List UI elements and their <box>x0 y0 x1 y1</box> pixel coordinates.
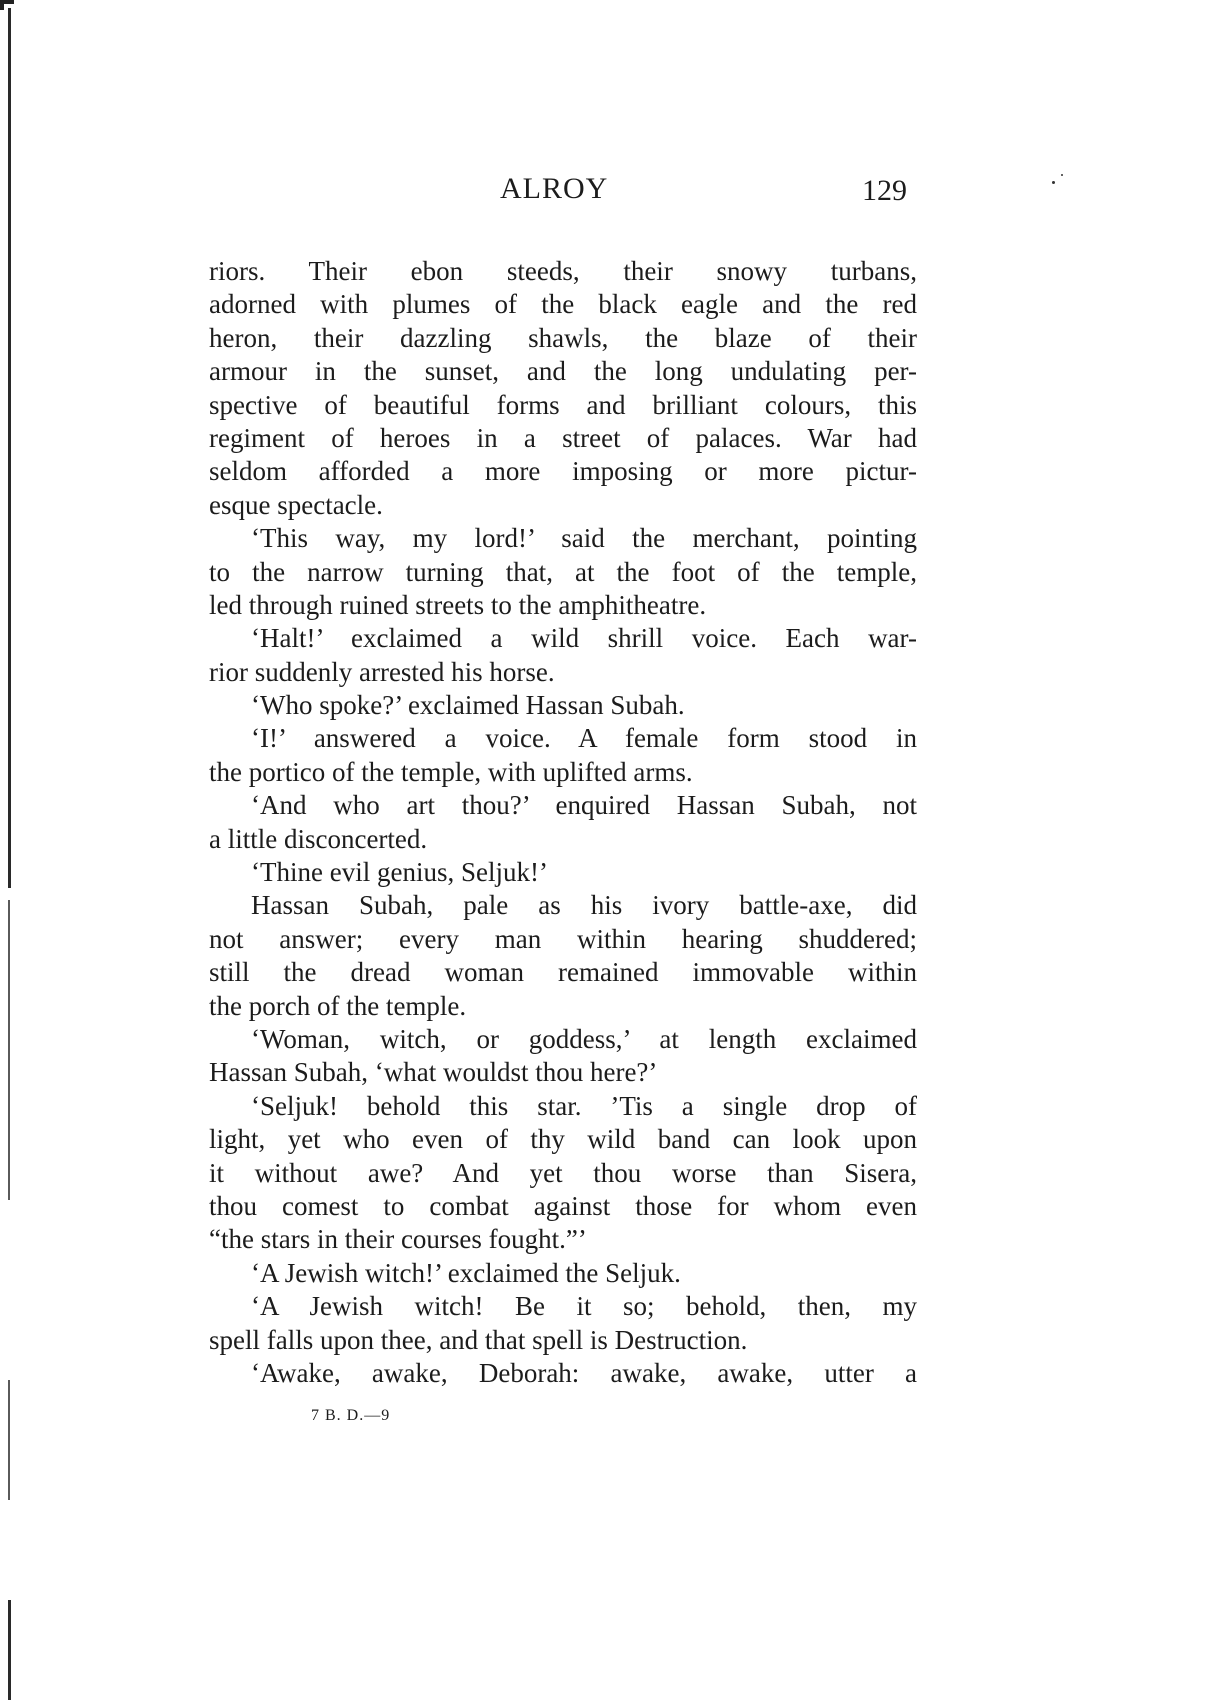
text-line: seldom afforded a more imposing or more pictur- <box>209 456 917 487</box>
text-line: ‘And who art thou?’ enquired Hassan Subah, not <box>251 790 917 821</box>
text-line: adorned with plumes of the black eagle and the red <box>209 289 917 320</box>
text-line: a little disconcerted. <box>209 823 428 854</box>
text-line: light, yet who even of thy wild band can look upon <box>209 1124 917 1155</box>
text-line: “the stars in their courses fought.”’ <box>209 1224 587 1255</box>
text-line: regiment of heroes in a street of palaces. War had <box>209 422 917 453</box>
text-line: ‘Thine evil genius, Seljuk!’ <box>251 857 548 888</box>
text-line: not answer; every man within hearing shuddered; <box>209 923 917 954</box>
scan-margin-line <box>8 8 11 888</box>
text-line: to the narrow turning that, at the foot of the temple, <box>209 556 917 587</box>
text-line: heron, their dazzling shawls, the blaze of their <box>209 322 917 353</box>
text-line: ‘Woman, witch, or goddess,’ at length exclaimed <box>251 1023 917 1054</box>
scan-margin-line <box>8 1600 11 1700</box>
text-line: ‘Seljuk! behold this star. ’Tis a single drop of <box>251 1090 917 1121</box>
text-line: the portico of the temple, with uplifted arms. <box>209 756 693 787</box>
text-line: Hassan Subah, ‘what wouldst thou here?’ <box>209 1057 658 1088</box>
printer-signature: 7 B. D.—9 <box>311 1407 391 1424</box>
text-line: spective of beautiful forms and brilliant colours, this <box>209 389 917 420</box>
running-title: ALROY <box>500 172 609 205</box>
scan-edge <box>0 0 4 10</box>
text-line: spell falls upon thee, and that spell is Destruction. <box>209 1324 748 1355</box>
text-line: ‘A Jewish witch! Be it so; behold, then, my <box>251 1291 917 1322</box>
text-line: led through ruined streets to the amphitheatre. <box>209 589 707 620</box>
running-head <box>0 172 1208 216</box>
body-text <box>209 255 917 1390</box>
text-line: armour in the sunset, and the long undulating per- <box>209 356 917 387</box>
text-line: the porch of the temple. <box>209 990 467 1021</box>
text-line: rior suddenly arrested his horse. <box>209 656 555 687</box>
text-line: esque spectacle. <box>209 489 383 520</box>
page-number: 129 <box>862 174 907 207</box>
scan-margin-line <box>8 1380 10 1500</box>
text-line: thou comest to combat against those for whom even <box>209 1190 917 1221</box>
text-line: ‘Awake, awake, Deborah: awake, awake, utter a <box>251 1357 917 1388</box>
text-line: ‘This way, my lord!’ said the merchant, pointing <box>251 523 917 554</box>
text-line: still the dread woman remained immovable within <box>209 957 917 988</box>
text-line: riors. Their ebon steeds, their snowy turbans, <box>209 256 917 286</box>
text-line: ‘Halt!’ exclaimed a wild shrill voice. Each war- <box>251 623 917 654</box>
text-line: ‘Who spoke?’ exclaimed Hassan Subah. <box>251 690 685 721</box>
text-line: it without awe? And yet thou worse than Sisera, <box>209 1157 917 1188</box>
text-line: ‘A Jewish witch!’ exclaimed the Seljuk. <box>251 1257 681 1288</box>
scan-margin-line <box>8 900 10 1200</box>
text-line: Hassan Subah, pale as his ivory battle-axe, did <box>251 890 917 921</box>
text-line: ‘I!’ answered a voice. A female form stood in <box>251 723 917 754</box>
